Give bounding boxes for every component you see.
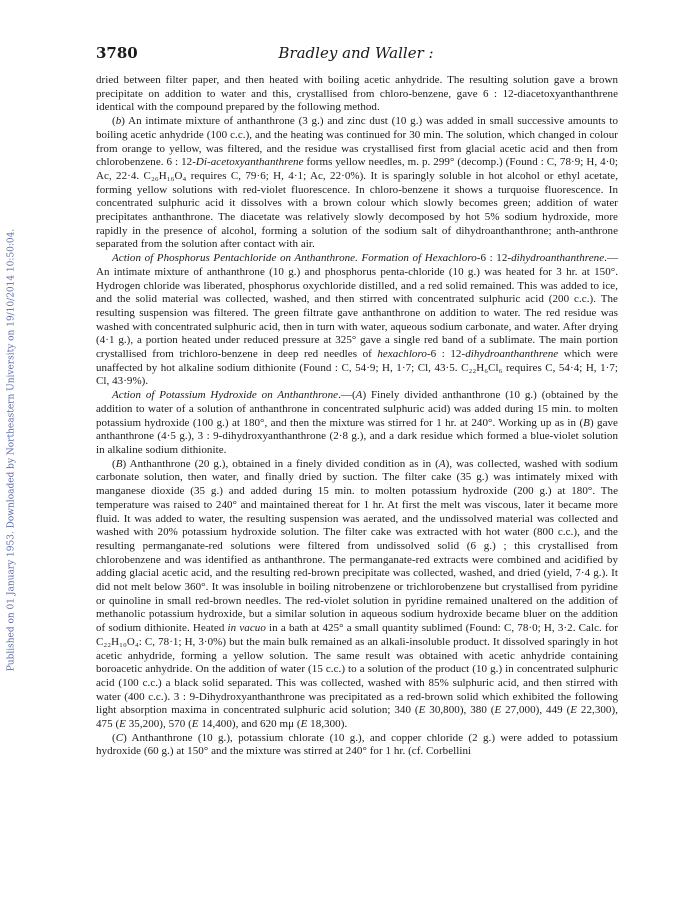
page-header: [96, 44, 616, 66]
paragraph: [96, 74, 618, 115]
running-title: Bradley and Waller :: [278, 44, 434, 62]
italic-run: Action of Phosphorus Pentachloride on Anthanthrone. Formation of Hexachloro-: [112, 252, 481, 265]
text-run: 14,400), and 620 mμ (: [198, 718, 301, 731]
text-run: dried between filter paper, and then heated with boiling acetic anhydride. The resulting solution gave a brown precipitate on addition to water and this, crystallised from chloro-benzene, gave 6 : 12-diacetoxyanthanthrene identical with the compound prepared by the following method.: [96, 74, 618, 114]
text-run: (: [112, 457, 116, 470]
download-watermark: Published on 01 January 1953. Downloaded by Northeastern University on 19/10/2014 10:50:04.: [6, 228, 16, 672]
italic-run: B: [583, 416, 590, 429]
text-run: ), was collected, washed with sodium carbonate solution, then water, and finally dried by suction. The filter cake (35 g.) was intimately mixed with manganese dioxide (35 g.) and added during 15 min. to molten potassium hydroxide (200 g.) at 180°. The temperature was raised to 240° and maintained thereat for 1 hr. At first the melt was viscous, later it became more fluid. It was added to water, the resulting suspension was aerated, and the undissolved material was collected and washed with 20% potassium hydroxide solution. The filter cake was extracted with hot water (800 c.c.), and the resulting permanganate-red solutions were filtered from undissolved solid (6 g.) ; this crystallised from chlorobenzene and was identified as anthanthrone. The permanganate-red extracts were combined and acidified by adding glacial acetic acid, and the resulting red-brown precipitate was collected, washed, and dried (yield, 7·4 g.). It did not melt below 360°. It was insoluble in boiling nitrobenzene or trichlorobenzene but crystallised from pyridine or quinoline in small red-brown needles. The red-violet solution in pyridine remained unaltered on the addition of methanolic potassium hydroxide, but a similar solution in aqueous sodium hydroxide became bluer on the addition of sodium dithionite. Heated: [96, 457, 618, 635]
italic-run: E: [494, 704, 502, 717]
text-run: ) Anthanthrone (10 g.), potassium chlorate (10 g.), and copper chloride (2 g.) were added to potassium hydroxide (60 g.) at 150° and the mixture was stirred at 240° for 1 hr. (cf. Corbellini: [96, 731, 618, 758]
text-run: 35,200), 570 (: [125, 718, 192, 731]
italic-run: in vacuo: [227, 622, 266, 635]
italic-run: E: [300, 718, 308, 731]
italic-run: C: [115, 731, 124, 744]
italic-run: E: [119, 718, 126, 731]
italic-run: Action of Potassium Hydroxide on Anthanthrone: [112, 389, 339, 402]
text-run: 18,300).: [307, 718, 348, 731]
italic-run: E: [418, 704, 426, 717]
text-run: ) An intimate mixture of anthanthrone (3 g.) and zinc dust (10 g.) was added in small successive amounts to boiling acetic anhydride (100 c.c.), and the heating was continued for 30 min. The solution, which changed in colour from orange to yellow, was filtered, and the residue was crystallised first from glacial acetic acid and then from chlorobenzene. 6 : 12-: [96, 115, 618, 169]
italic-run: dihydroanthanthrene: [465, 348, 559, 361]
text-run: 6 : 12-: [480, 252, 512, 265]
text-run: (: [112, 731, 116, 744]
article-body: [96, 74, 618, 759]
text-run: .—(: [338, 389, 356, 402]
text-run: ) Finely divided anthanthrone (10 g.) (obtained by the addition to water of a solution of anthanthrone in concentrated sulphuric acid) was added during 15 min. to molten potassium hydroxide (100 g.) at 180°, and then the mixture was stirred for 1 hr. at 240°. Working up as in (: [96, 389, 619, 429]
text-run: -6 : 12-: [426, 348, 466, 361]
italic-run: dihydroanthanthrene: [511, 252, 605, 265]
text-run: 30,800), 380 (: [425, 704, 495, 717]
italic-run: Di-acetoxyanthanthrene: [195, 156, 304, 169]
italic-run: E: [570, 704, 578, 717]
paragraph: [96, 115, 618, 252]
italic-run: A: [355, 389, 363, 402]
italic-run: A: [438, 457, 446, 470]
text-run: (: [112, 115, 116, 128]
italic-run: E: [191, 718, 199, 731]
text-run: in a bath at 425° a small quantity sublimed (Found: C, 78·0; H, 3·2. Calc. for C₂₂H₁₀O₄: C, 78·1; H, 3·0%) but the main bulk remained as an alkali-insoluble product. It dissolved sparingly in hot acetic anhydride, forming a yellow solution. The same result was obtained with acetic anhydride containing boroacetic anhydride. On the addition of water (15 c.c.) to a solution of the product (10 g.) in concentrated sulphuric acid (100 c.c.) a black solid separated. This was collected, washed with 85% sulphuric acid, and then stirred with water (400 c.c.). 3 : 9-Dihydroxyanthanthrone was precipitated as a red-brown solid which exhibited the following light absorption maxima in concentrated sulphuric acid solution; 340 (: [96, 622, 618, 717]
text-run: ) gave anthanthrone (4·5 g.), 3 : 9-dihydroxyanthanthrone (2·8 g.), and a dark residue which formed a blue-violet solution in alkaline sodium dithionite.: [96, 416, 618, 456]
paragraph: [96, 458, 618, 732]
download-watermark-strip: [0, 150, 22, 750]
text-run: forms yellow needles, m. p. 299° (decomp.) (Found : C, 78·9; H, 4·0; Ac, 22·4. C₂₆H₁₆O₄ requires C, 79·6; H, 4·1; Ac, 22·0%). It is sparingly soluble in hot alcohol or ethyl acetate, forming yellow solutions with red-violet fluorescence. In chloro-benzene it shows a turquoise fluorescence. In concentrated sulphuric acid it dissolves with a brown colour which slowly becomes green; addition of water precipitates anthanthrone. The diacetate was relatively slowly decomposed by hot 5% sodium hydroxide, more rapidly in the presence of alcohol, forming a solution of the sodium salt of dihydroanthanthrone; anth-anthrone separated from the solution after contact with air.: [96, 156, 618, 251]
paragraph: [96, 732, 618, 759]
italic-run: b: [115, 115, 122, 128]
italic-run: hexachloro: [377, 348, 427, 361]
text-run: ) Anthanthrone (20 g.), obtained in a finely divided condition as in (: [122, 457, 439, 470]
text-run: 27,000), 449 (: [501, 704, 571, 717]
page-number: 3780: [96, 44, 138, 62]
text-run: .—An intimate mixture of anthanthrone (10 g.) and phosphorus penta-chloride (10 g.) was heated for 3 hr. at 150°. Hydrogen chloride was liberated, phosphorus oxychloride distilled, and a red solid remained. This was added to ice, and the solid material was collected, washed, and then stirred with concentrated sulphuric acid (200 c.c.). The resulting suspension was filtered. The green filtrate gave anthanthrone on addition to water. The red residue was washed with concentrated sulphuric acid, then in turn with water, aqueous sodium carbonate, and water. After drying (4·1 g.), a portion heated under reduced pressure at 325° gave a single red band of a sublimate. The main portion crystallised from trichloro-benzene in deep red needles of: [96, 252, 618, 361]
text-run: 22,300), 475 (: [96, 704, 618, 731]
italic-run: B: [115, 457, 123, 470]
paragraph: [96, 389, 618, 458]
paragraph: [96, 252, 618, 389]
text-run: which were unaffected by hot alkaline sodium dithionite (Found : C, 54·9; H, 1·7; Cl, 43·5. C₂₂H₆Cl₆ requires C, 54·4; H, 1·7; Cl, 43·9%).: [96, 348, 618, 388]
